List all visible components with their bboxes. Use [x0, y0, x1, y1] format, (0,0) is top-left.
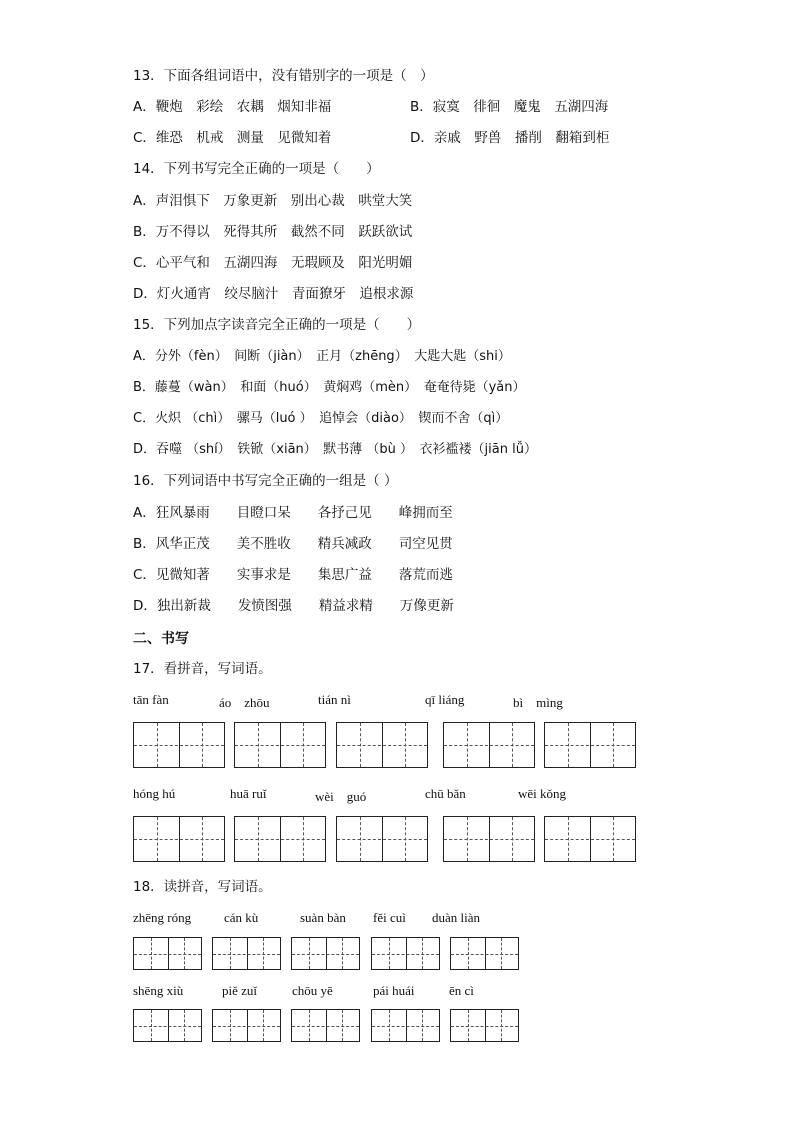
grid-guide-line [337, 745, 427, 746]
grid-guide-line [134, 839, 224, 840]
q15-option-c: C．火炽 （chì） 骡马（luó ） 追悼会（diào） 锲而不舍（qì） [133, 411, 509, 426]
writing-grid[interactable] [234, 816, 326, 862]
writing-grid[interactable] [450, 937, 519, 970]
writing-grid[interactable] [291, 937, 360, 970]
q18-pinyin: fěi cuì [373, 910, 406, 925]
q18-pinyin: cán kù [224, 910, 259, 925]
writing-grid[interactable] [443, 816, 535, 862]
q18-stem: 18．读拼音，写词语。 [133, 879, 272, 895]
writing-grid[interactable] [336, 816, 428, 862]
q15-option-d: D．吞噬 （shí） 铁锨（xiān） 默书薄 （bù ） 衣衫褴褛（jiān lǚ） [133, 442, 537, 457]
q18-pinyin: shēng xiù [133, 983, 184, 998]
grid-guide-line [134, 745, 224, 746]
q18-pinyin: piě zuǐ [222, 983, 258, 998]
writing-grid[interactable] [443, 722, 535, 768]
grid-guide-line [213, 1026, 280, 1027]
q18-pinyin: duàn liàn [432, 910, 481, 925]
writing-grid[interactable] [371, 937, 440, 970]
q17-pinyin: bì mìng [513, 695, 563, 710]
q17-pinyin: qī liáng [425, 692, 465, 707]
q16-option-d: D．独出新裁 发愤图强 精益求精 万像更新 [133, 598, 454, 614]
q16-option-c: C．见微知著 实事求是 集思广益 落荒而逃 [133, 567, 453, 583]
q15-option-a: A．分外（fèn） 间断（jiàn） 正月（zhēng） 大匙大匙（shi） [133, 349, 511, 364]
writing-grid[interactable] [212, 937, 281, 970]
writing-grid[interactable] [212, 1009, 281, 1042]
grid-guide-line [134, 954, 201, 955]
q17-pinyin: tān fàn [133, 692, 169, 707]
writing-grid[interactable] [450, 1009, 519, 1042]
q14-option-c: C．心平气和 五湖四海 无瑕顾及 阳光明媚 [133, 255, 413, 271]
q16-option-b: B．风华正茂 美不胜收 精兵减政 司空见贯 [133, 536, 453, 552]
writing-grid[interactable] [133, 1009, 202, 1042]
writing-grid[interactable] [133, 816, 225, 862]
grid-guide-line [292, 954, 359, 955]
grid-guide-line [372, 954, 439, 955]
grid-guide-line [451, 1026, 518, 1027]
q17-pinyin: chū bǎn [425, 786, 466, 801]
q17-pinyin: tián nì [318, 692, 351, 707]
q13-option-d: D．亲戚 野兽 播削 翻箱到柜 [410, 130, 610, 146]
writing-grid[interactable] [291, 1009, 360, 1042]
q13-option-c: C．维恐 机戒 测量 见微知着 [133, 130, 332, 146]
q14-option-a: A．声泪惧下 万象更新 别出心裁 哄堂大笑 [133, 193, 413, 209]
writing-grid[interactable] [133, 722, 225, 768]
q18-pinyin: ēn cì [449, 983, 474, 998]
grid-guide-line [134, 1026, 201, 1027]
grid-guide-line [213, 954, 280, 955]
q13-stem: 13．下面各组词语中，没有错别字的一项是（ ） [133, 68, 434, 84]
grid-guide-line [337, 839, 427, 840]
q14-option-d: D．灯火通宵 绞尽脑汁 青面獠牙 追根求源 [133, 286, 414, 302]
q13-option-b: B．寂寞 徘徊 魔鬼 五湖四海 [410, 99, 609, 115]
grid-guide-line [292, 1026, 359, 1027]
writing-grid[interactable] [336, 722, 428, 768]
q17-pinyin: hóng hú [133, 786, 176, 801]
grid-guide-line [545, 745, 635, 746]
q18-pinyin: zhēng róng [133, 910, 192, 925]
q15-option-b: B．藤蔓（wàn） 和面（huó） 黄焖鸡（mèn） 奄奄待毙（yǎn） [133, 380, 526, 395]
q18-pinyin: pái huái [373, 983, 415, 998]
writing-grid[interactable] [544, 722, 636, 768]
writing-grid[interactable] [371, 1009, 440, 1042]
writing-grid[interactable] [133, 937, 202, 970]
grid-guide-line [235, 745, 325, 746]
q16-stem: 16．下列词语中书写完全正确的一组是（ ） [133, 473, 398, 489]
section-heading: 二、书写 [133, 631, 189, 647]
q14-option-b: B．万不得以 死得其所 截然不同 跃跃欲试 [133, 224, 413, 240]
q18-pinyin: chōu yē [292, 983, 333, 998]
q17-pinyin: wēi kǒng [518, 786, 567, 801]
q18-pinyin: suàn bàn [300, 910, 346, 925]
q17-pinyin: huā ruǐ [230, 786, 267, 801]
q17-pinyin: áo zhōu [219, 695, 270, 710]
q16-option-a: A．狂风暴雨 目瞪口呆 各抒己见 峰拥而至 [133, 505, 453, 521]
writing-grid[interactable] [544, 816, 636, 862]
grid-guide-line [444, 839, 534, 840]
grid-guide-line [235, 839, 325, 840]
q15-stem: 15．下列加点字读音完全正确的一项是（ ） [133, 317, 421, 333]
q13-option-a: A．鞭炮 彩绘 农耦 烟知非福 [133, 99, 332, 115]
grid-guide-line [451, 954, 518, 955]
writing-grid[interactable] [234, 722, 326, 768]
q17-stem: 17．看拼音，写词语。 [133, 661, 272, 677]
grid-guide-line [545, 839, 635, 840]
grid-guide-line [444, 745, 534, 746]
q14-stem: 14．下列书写完全正确的一项是（ ） [133, 161, 380, 177]
q17-pinyin: wèi guó [315, 789, 367, 804]
grid-guide-line [372, 1026, 439, 1027]
